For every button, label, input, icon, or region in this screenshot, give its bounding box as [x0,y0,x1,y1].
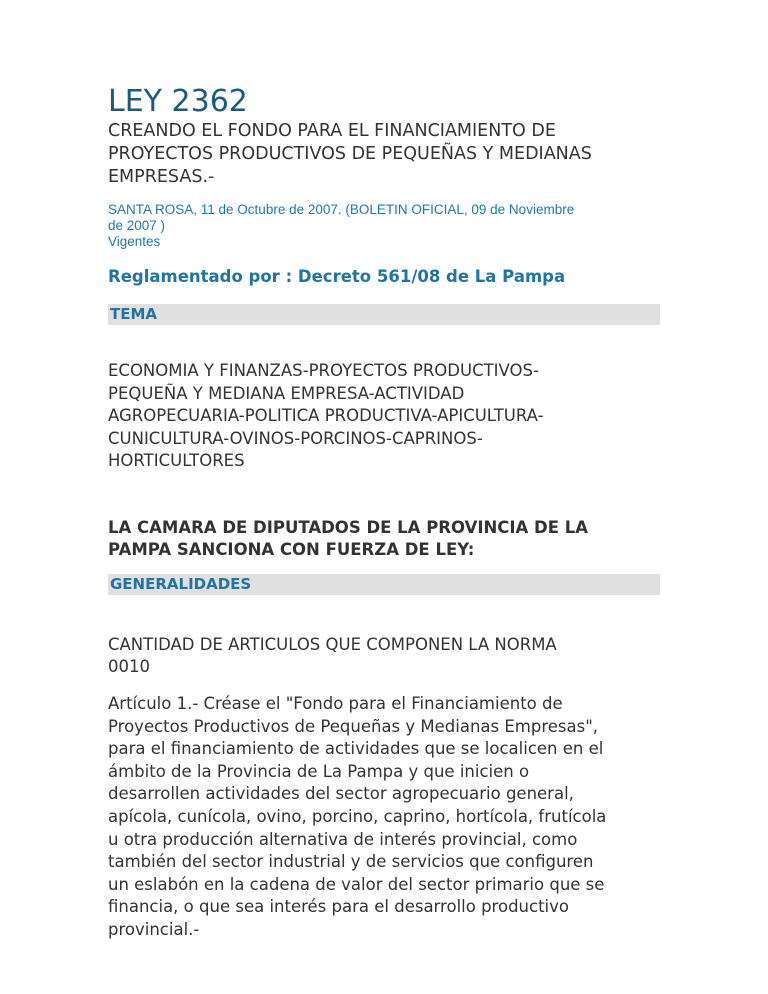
subtitle-line: EMPRESAS.- [108,167,215,187]
publication-info [108,202,668,250]
article-line: provincial.- [108,919,200,939]
article-line: desarrollen actividades del sector agropecuario general, [108,784,574,804]
article-line: también del sector industrial y de servicios que configuren [108,852,594,872]
law-subtitle [108,120,668,189]
article-line: Proyectos Productivos de Pequeñas y Medianas Empresas", [108,716,599,736]
law-title: LEY 2362 [108,84,248,119]
article-count-value: 0010 [108,657,150,676]
status-label: Vigentes [108,234,161,249]
subtitle-line: PROYECTOS PRODUCTIVOS DE PEQUEÑAS Y MEDIANAS [108,144,592,164]
section-header-tema: TEMA [108,304,660,325]
subtitle-line: CREANDO EL FONDO PARA EL FINANCIAMIENTO DE [108,121,556,141]
article-line: apícola, cunícola, ovino, porcino, caprino, hortícola, frutícola [108,806,607,826]
topics-line: CUNICULTURA-OVINOS-PORCINOS-CAPRINOS- [108,428,483,448]
topics-line: AGROPECUARIA-POLITICA PRODUCTIVA-APICULTURA- [108,406,544,425]
article-count [108,634,668,678]
article-line: financia, o que sea interés para el desarrollo productivo [108,897,569,917]
section-header-generalidades: GENERALIDADES [108,574,660,595]
article-count-label: CANTIDAD DE ARTICULOS QUE COMPONEN LA NORMA [108,635,557,654]
topics-line: PEQUEÑA Y MEDIANA EMPRESA-ACTIVIDAD [108,383,465,403]
publication-date-cont: de 2007 ) [108,218,166,233]
article-line: ámbito de la Provincia de La Pampa y que inicien o [108,761,530,781]
enactment-clause [108,517,668,561]
enactment-line: LA CAMARA DE DIPUTADOS DE LA PROVINCIA DE LA [108,518,589,537]
topics-line: HORTICULTORES [108,451,245,470]
article-1 [108,693,673,942]
enactment-line: PAMPA SANCIONA CON FUERZA DE LEY: [108,540,475,559]
article-line: u otra producción alternativa de interés provincial, como [108,829,578,849]
article-line: un eslabón en la cadena de valor del sector primario que se [108,874,605,894]
topics-list [108,360,668,473]
article-line: para el financiamiento de actividades que se localicen en el [108,739,604,759]
publication-date: SANTA ROSA, 11 de Octubre de 2007. (BOLETIN OFICIAL, 09 de Noviembre [108,202,575,217]
article-line: Artículo 1.- Créase el "Fondo para el Financiamiento de [108,694,563,713]
regulated-by: Reglamentado por : Decreto 561/08 de La Pampa [108,267,566,286]
topics-line: ECONOMIA Y FINANZAS-PROYECTOS PRODUCTIVOS- [108,361,539,380]
